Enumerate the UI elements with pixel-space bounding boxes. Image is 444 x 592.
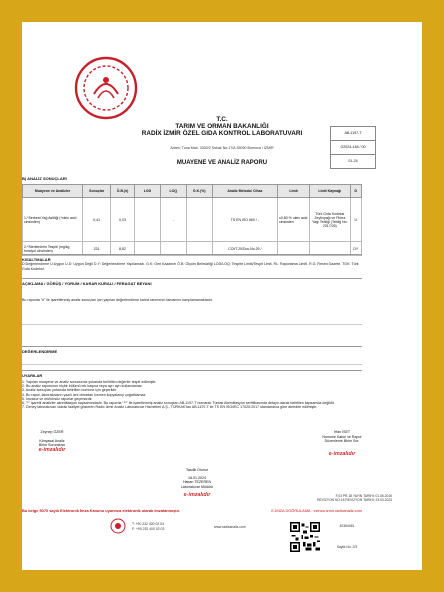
qr-code [290,522,320,552]
report-page [22,22,422,570]
form-ref-line: REVİZYON NO:18 REVİZYON TARİHİ: 23.03.2023 [317,498,392,503]
signer-role: Laboratuvar Müdürü [180,484,214,489]
header-line-1: T.C. [216,116,228,123]
cell-method: COI/T.20/Doc.No.29 / [212,242,277,256]
col-header: Limit Kaynağı [310,185,350,198]
cell-test: 2-*Sterilenlerin Tespiti (mg/kg fonsiyol cinsinden) [23,242,83,256]
cell-lod [134,198,160,242]
signer-role: Kimyasal Analiz [39,438,65,443]
warning-item: 3. Analiz sonuçları yukarıda belirtilen numune için geçerlidir. [22,388,118,393]
doc-code: 40384061 [339,524,355,528]
approval-label: Tasdik Olunur [186,468,208,472]
section-analysis-results: B) ANALİZ SONUÇLARI [22,176,67,181]
signer-name: İrfan İSET [333,430,351,434]
section-notes: AÇIKLAMA / GÖRÜŞ / YORUM / KARAR KURALI / FERAGAT BEYANI [22,278,362,286]
header-line-2: TARIM VE ORMAN BAKANLIĞI [175,123,269,131]
cell-limit: ≤0,80 % oleic acid cinsinden [277,198,309,242]
cell-loq: - [160,198,186,242]
doc-info [322,522,372,552]
cell-recovery [186,198,212,242]
cell-limit-source: Türk Gıda Kodeksi Zeytinyağı ve Pirina Yağı Tebliği (Tebliğ No: 2017/26) [310,198,350,242]
signature-left [22,430,82,452]
contact-block [132,522,164,532]
phone-number: T: +90 232 400 02 03 [132,522,164,526]
cell-uncertainty: 8,82 [111,242,135,256]
approval-date: 18.01.2024 [188,475,206,480]
e-sign-verify-link[interactable]: E-İMZA DOĞRULAMA : ezinza.izmir.radixanaliz.com [271,508,362,513]
col-header: LOD [134,185,160,198]
col-header: G.K.(%) [186,185,212,198]
form-reference [317,494,392,503]
table-row [23,198,362,242]
section-evaluation: DEĞERLENDİRME [22,346,362,354]
e-signature-stamp: e-imzalıdır [328,450,356,457]
website-link[interactable]: www.radixanaliz.com [214,525,246,529]
cell-method: TS EN ISO 660 / - [212,198,277,242]
cell-test: 1-*Serbest Yağ Asitliği (*oleic acid cinsinden) [23,198,83,242]
warning-item: 4. Bu rapor, laboratuvarın yazılı izni olmadan kısmen kopyalanıp çoğaltılamaz. [22,392,147,397]
section-warnings: UYARILAR [22,370,362,378]
cell-uncertainty: 0,03 [111,198,135,242]
warning-item: 2. Bu analiz raporunun hiçbir bölümü tek başına veya ayrı ayrı kullanılamaz. [22,384,143,389]
warning-item: 5. İmzasız ve mühürsüz raporlar geçersizdir. [22,396,93,401]
signer-role: Birim Sorumlusu [38,443,66,448]
cell-result: 231 [83,242,111,256]
warning-item: 6. "*" işaretli analizler akreditasyon kapsamındadır. Bu raporda "**" ile işaretlenmiş analiz sonuçları AB-1197-T numaralı Türkak Akreditasyon sertifikasında detaylı olarak belirtilen kapsamda değildir. [22,401,335,406]
report-id-box [330,126,376,169]
form-ref-line: F.03 PR.18 YAYIN TARİHİ: 01.06.2016 [335,494,392,498]
signature-center [162,468,232,498]
col-header: Sonuçlar [83,185,111,198]
page-number: Sayfa No: 2/3 [336,545,358,549]
e-signature-stamp: e-imzalıdır [38,446,66,453]
report-title: MUAYENE VE ANALİZ RAPORU [176,160,268,166]
signature-right [312,430,372,456]
table-header-row [23,185,362,198]
warning-item: 7. Deney laboratuvarı olarak faaliyet gösteren Radix İzmir Analiz Laboratuvar Hizmetleri A.Ş., TÜRKAK'tan AB-1197-T ile TS EN ISO/IEC 17025:2017 standardına göre akredite edilmiştir. [22,405,318,410]
footer-warning-bar [22,508,362,513]
accreditation-no: AB-1197-T [331,127,375,141]
col-header: D [350,185,361,198]
col-header: LOQ [160,185,186,198]
e-signature-stamp: e-imzalıdır [183,492,211,499]
e-sign-law-text: Bu belge 5070 sayılı Elektronik İmza Kanunu uyarınca elektronik olarak imzalanmıştır. [22,508,181,513]
warnings-list [22,380,362,409]
header-line-3: RADİX İZMİR ÖZEL GIDA KONTROL LABORATUVARI [141,130,303,138]
cell-evaluation: U [350,198,361,242]
report-date-code: 01-24 [348,159,358,163]
col-header: Limit [277,185,309,198]
col-header: Analiz Metodu/ Cihaz [212,185,277,198]
divider [22,324,362,325]
notes-text: Bu raporda "#" ile işaretlenmiş analiz sonuçları için yapılan değerlendirme kalınlı tanımının tamamını karşılamamaktadır. [22,298,213,302]
cell-evaluation: DY [350,242,361,256]
col-header: Ö.B.(±) [111,185,135,198]
divider [22,364,362,365]
cell-result: 0,41 [83,198,111,242]
ministry-logo [72,54,140,122]
header-address: Adres: Tuna Mah. 3300/2 Sokak No:17/A 35090 Bornova / İZMİR [170,146,274,150]
signer-name: Hakan TEZEREN [182,480,212,485]
results-table [22,184,362,256]
report-no: G2024-148 / 00 [331,141,375,155]
warning-item: 1. Yapılan muayene ve analiz sonucunda yukarıda belirtilen değerler tespit edilmiştir. [22,380,157,384]
signer-name: Zeynep ÖZER [40,430,64,434]
signer-role: Numune Kabul ve Rapor [322,434,362,439]
signer-role: Düzenleme Birim Sor. [324,439,360,444]
col-header: Muayene ve Analizler [23,185,83,198]
footer-logo [110,518,126,534]
abbreviations-text: D:Değerlendirme U:Uygun U.D: Uygun Değil D.Y: Değerlendirme Yapılamadı. G.K: Geri Kazanım Ö.B: Ölçüm Belirsizliği LOD/LOQ: Tespite Limiti/Tespit Limit. RL: Raporlama Limiti. R.G: Resmi Gazete. TGK: Türk Gıda Kodeksi. [22,262,359,271]
fax-number: F: +90 232 400 02 03 [132,526,165,531]
section-abbreviations: KISALTMALAR [22,254,362,262]
